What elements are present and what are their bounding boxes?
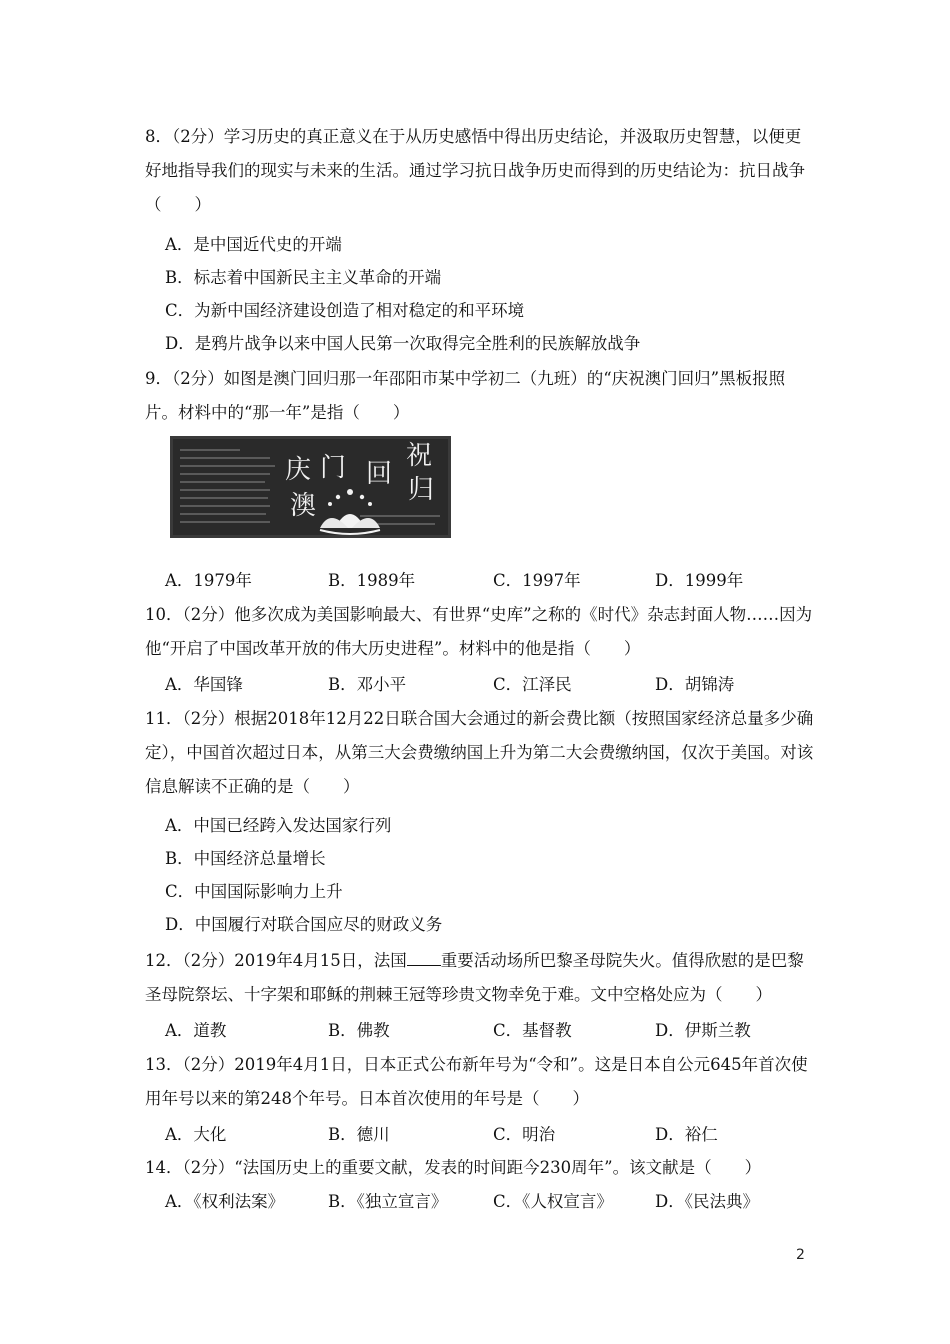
question-9-stem: 9．（2分）如图是澳门回归那一年邵阳市某中学初二（九班）的“庆祝澳门回归”黑板报照片。材料中的“那一年”是指（ ） [145,369,786,422]
question-12-stem-start: 12．（2分）2019年4月15日，法国 [145,951,407,970]
option-d: D．中国履行对联合国应尽的财政义务 [165,915,443,934]
option-a: A．中国已经跨入发达国家行列 [165,816,392,835]
option-a: A．1979年 [165,571,252,590]
question-14-options [165,1185,815,1218]
question-11 [145,702,815,804]
option-d: D．伊斯兰教 [655,1021,751,1040]
question-12-stem-end: 重要活动场所巴黎圣母院失火。值得欣慰的是巴黎圣母院祭坛、十字架和耶稣的荆棘王冠等珍贵文物幸免于难。文中空格处应为（ ） [145,951,804,1004]
blackboard-photo [170,436,451,538]
option-c: C．明治 [493,1125,556,1144]
photo-char-4: 门 [320,453,347,483]
question-13-stem: 13．（2分）2019年4月1日，日本正式公布新年号为“令和”。这是日本自公元645年首次使用年号以来的第248个年号。日本首次使用的年号是（ ） [145,1055,808,1108]
question-14 [145,1151,815,1185]
question-13 [145,1048,815,1116]
question-10 [145,598,815,666]
option-a: A．大化 [165,1125,227,1144]
option-d: D．裕仁 [655,1125,718,1144]
photo-char-5: 回 [366,459,393,489]
question-8 [145,120,815,222]
question-9-options [165,564,815,597]
question-12-stem [145,944,815,1012]
option-a: A．道教 [165,1021,227,1040]
option-d: D．胡锦涛 [655,675,735,694]
question-14-stem: 14．（2分）“法国历史上的重要文献，发表的时间距今230周年”。该文献是（ ） [145,1158,762,1177]
photo-char-1: 庆 [285,455,312,485]
question-10-stem: 10．（2分）他多次成为美国影响最大、有世界“史库”之称的《时代》杂志封面人物……因为他“开启了中国改革开放的伟大历史进程”。材料中的他是指（ ） [145,605,813,658]
option-c: C．基督教 [493,1021,572,1040]
option-d: D．是鸦片战争以来中国人民第一次取得完全胜利的民族解放战争 [165,334,641,353]
option-b: B．1989年 [328,571,416,590]
option-a: A．华国锋 [165,675,243,694]
option-c: C．为新中国经济建设创造了相对稳定的和平环境 [165,301,525,320]
photo-char-6: 归 [408,475,435,505]
question-11-stem: 11．（2分）根据2018年12月22日联合国大会通过的新会费比额（按照国家经济总量多少确定），中国首次超过日本，从第三大会费缴纳国上升为第二大会费缴纳国，仅次于美国。对该信息解读不正确的是（ ） [145,709,814,796]
option-c: C．江泽民 [493,675,572,694]
option-b: B．《独立宣言》 [328,1192,448,1211]
option-d: D．《民法典》 [655,1192,759,1211]
option-c: C．《人权宣言》 [493,1192,613,1211]
question-13-options [165,1118,815,1151]
question-10-options [165,668,815,701]
question-9 [145,362,815,430]
option-d: D．1999年 [655,571,744,590]
option-c: C．中国国际影响力上升 [165,882,343,901]
option-b: B．中国经济总量增长 [165,849,326,868]
option-a: A．是中国近代史的开端 [165,235,342,254]
fill-in-blank [407,951,441,966]
photo-char-2: 祝 [406,441,433,471]
question-12-options [165,1014,815,1047]
option-a: A．《权利法案》 [165,1192,285,1211]
option-b: B．德川 [328,1125,390,1144]
question-11-options [165,809,815,941]
option-b: B．邓小平 [328,675,407,694]
option-b: B．佛教 [328,1021,390,1040]
question-8-stem: 8．（2分）学习历史的真正意义在于从历史感悟中得出历史结论，并汲取历史智慧，以便更好地指导我们的现实与未来的生活。通过学习抗日战争历史而得到的历史结论为：抗日战争（ ） [145,127,805,214]
question-12 [145,944,815,1012]
option-c: C．1997年 [493,571,581,590]
question-8-options [165,228,815,360]
photo-char-3: 澳 [290,491,317,521]
page-number: 2 [796,1247,805,1263]
option-b: B．标志着中国新民主主义革命的开端 [165,268,442,287]
